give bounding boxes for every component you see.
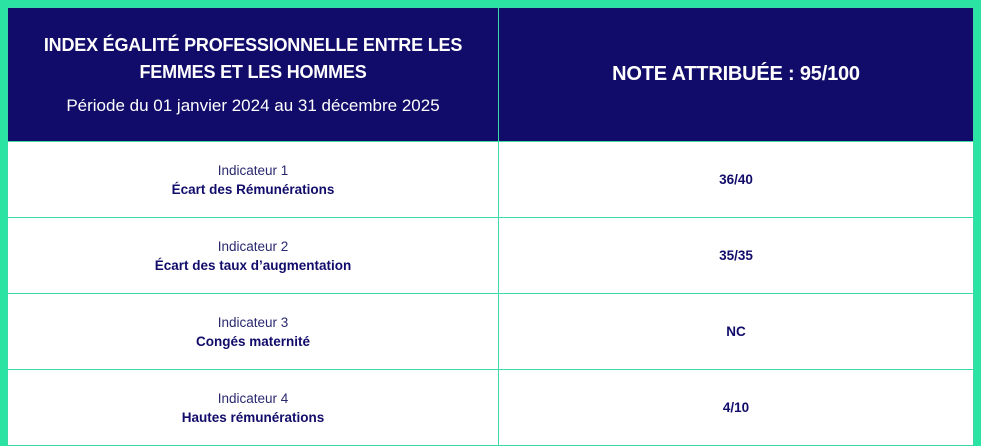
- index-title: INDEX ÉGALITÉ PROFESSIONNELLE ENTRE LES FEMMES ET LES HOMMES: [43, 35, 463, 82]
- index-table: [7, 7, 974, 446]
- table-row: [8, 142, 974, 218]
- score-cell: [499, 218, 974, 294]
- header-title-cell: [8, 8, 499, 142]
- indicator-label: Indicateur 1: [217, 162, 289, 178]
- score-cell: [499, 294, 974, 370]
- indicator-label: Indicateur 4: [217, 390, 289, 406]
- indicator-name: Écart des taux d’augmentation: [154, 257, 352, 273]
- overall-note: NOTE ATTRIBUÉE : 95/100: [612, 63, 860, 85]
- indicator-name: Écart des Rémunérations: [171, 181, 335, 197]
- header-row: [8, 8, 974, 142]
- score-cell: [499, 142, 974, 218]
- table-row: [8, 294, 974, 370]
- score-cell: [499, 370, 974, 446]
- indicator-score: 36/40: [719, 171, 753, 187]
- indicator-name: Congés maternité: [195, 333, 311, 349]
- indicator-score: 4/10: [722, 399, 750, 415]
- indicator-score: 35/35: [719, 247, 753, 263]
- table-row: [8, 218, 974, 294]
- header-note-cell: [499, 8, 974, 142]
- indicator-name: Hautes rémunérations: [181, 409, 325, 425]
- indicator-cell: [8, 370, 499, 446]
- indicator-cell: [8, 218, 499, 294]
- indicator-cell: [8, 294, 499, 370]
- indicator-label: Indicateur 2: [217, 238, 289, 254]
- period-text: Période du 01 janvier 2024 au 31 décembre 2025: [66, 96, 440, 115]
- indicator-label: Indicateur 3: [217, 314, 289, 330]
- table-row: [8, 370, 974, 446]
- indicator-score: NC: [726, 323, 746, 339]
- indicator-cell: [8, 142, 499, 218]
